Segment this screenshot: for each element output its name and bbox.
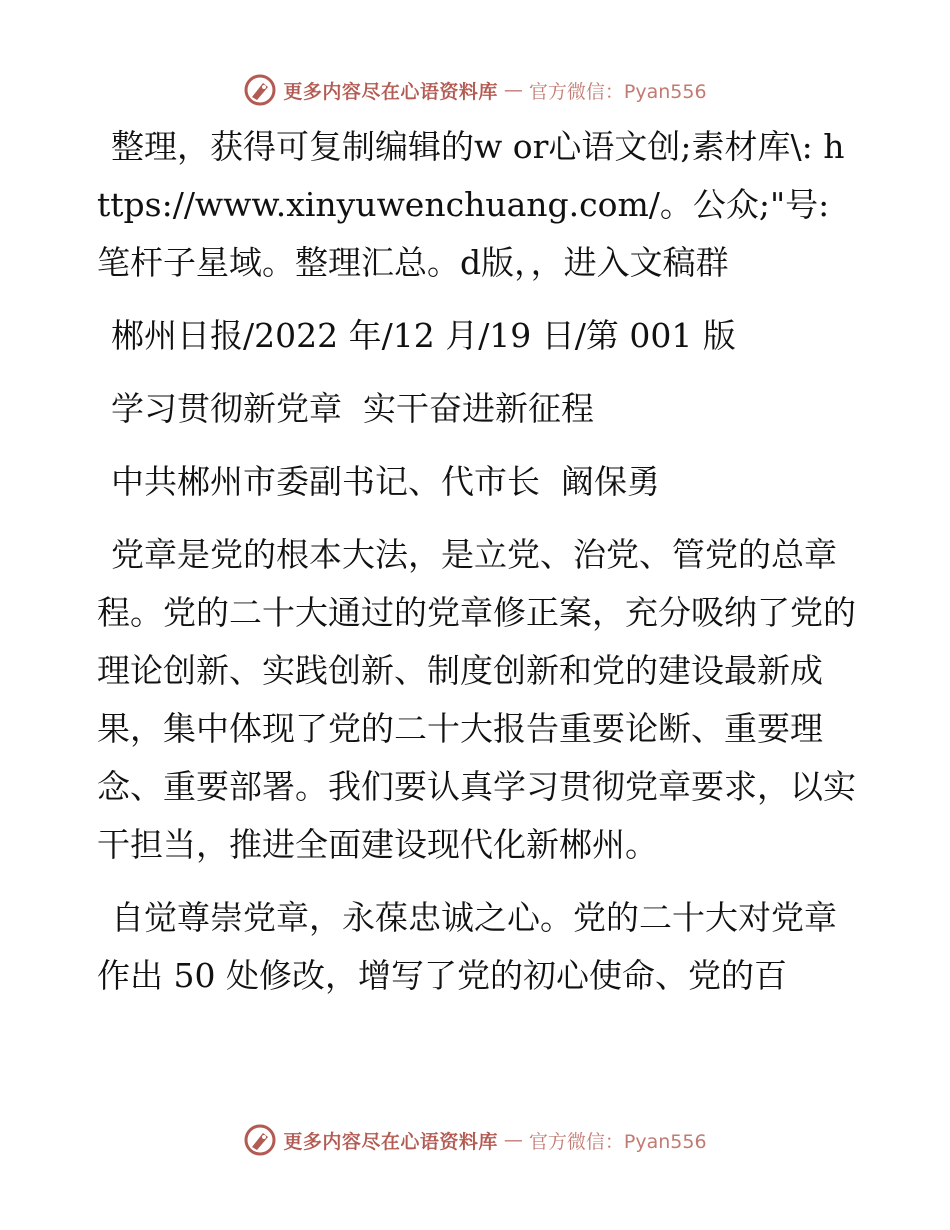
banner-dash: — [503, 1129, 523, 1151]
banner-site-text: 更多内容尽在心语资料库 [283, 80, 498, 103]
body-paragraph: 自觉尊崇党章，永葆忠诚之心。党的二十大对党章作出 50 处修改，增写了党的初心使命、党的百 [97, 898, 837, 995]
banner-wechat-text: 官方微信：Pyan556 [528, 1130, 707, 1153]
banner-wechat-text: 官方微信：Pyan556 [528, 80, 707, 103]
document-body [97, 118, 857, 1020]
intro-paragraph: 整理，获得可复制编辑的w or心语文创;素材库\: https://www.xinyuwenchuang.com/。公众;"号: 笔杆子星域。整理汇总。d版，，进入文稿群 [97, 127, 845, 282]
header-banner [0, 70, 950, 110]
pen-nib-logo-icon [243, 73, 277, 107]
banner-site-text: 更多内容尽在心语资料库 [283, 1130, 498, 1153]
pen-nib-logo-icon [243, 1123, 277, 1157]
article-author: 中共郴州市委副书记、代市长 阚保勇 [111, 462, 660, 501]
banner-dash: — [503, 79, 523, 101]
body-paragraph: 党章是党的根本大法，是立党、治党、管党的总章程。党的二十大通过的党章修正案，充分吸纳了党的理论创新、实践创新、制度创新和党的建设最新成果，集中体现了党的二十大报告重要论断、重要理念、重要部署。我们要认真学习贯彻党章要求，以实干担当，推进全面建设现代化新郴州。 [97, 535, 856, 864]
footer-banner [0, 1120, 950, 1160]
publication-line: 郴州日报/2022 年/12 月/19 日/第 001 版 [111, 316, 736, 355]
article-title: 学习贯彻新党章 实干奋进新征程 [111, 389, 594, 428]
